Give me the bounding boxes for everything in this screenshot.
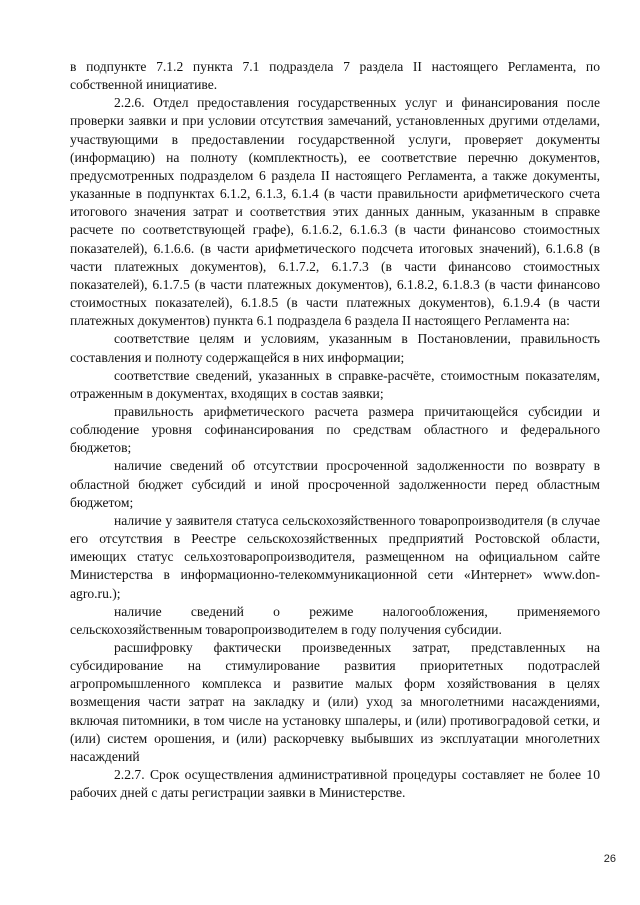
paragraph-conformity-goals: соответствие целям и условиям, указанным в Постановлении, правильность составления и полноту содержащейся в них информации; — [70, 331, 600, 365]
paragraph-2-2-6: 2.2.6. Отдел предоставления государственных услуг и финансирования после проверки заявки и при условии отсутствия замечаний, установленных другими отделами, участвующими в предоставлении государственной услуги, проверяет документы (информацию) на полноту (комплектность), ее соответствие перечню документов, предусмотренных подразделом 6 раздела II настоящего Регламента, а также документы, указанные в подпунктах 6.1.2, 6.1.3, 6.1.4 (в части правильности арифметического счета итогового значения затрат и соответствия этих данных данным, указанным в справке расчете по соответствующей графе), 6.1.6.2, 6.1.6.3 (в части финансово стоимостных показателей), 6.1.6.6. (в части арифметического подсчета итоговых значений), 6.1.6.8 (в части платежных документов), 6.1.7.2, 6.1.7.3 (в части финансово стоимостных показателей), 6.1.7.5 (в части платежных документов), 6.1.8.2, 6.1.8.3 (в части финансово стоимостных показателей), 6.1.8.5 (в части платежных документов), 6.1.9.4 (в части платежных документов) пункта 6.1 подраздела 6 раздела II настоящего Регламента на: — [70, 95, 600, 329]
paragraph-tax-regime: наличие сведений о режиме налогообложения, применяемого сельскохозяйственным товаропроизводителем в году получения субсидии. — [70, 603, 600, 637]
paragraph-1: в подпункте 7.1.2 пункта 7.1 подраздела 7 раздела II настоящего Регламента, по собственной инициативе. — [70, 59, 600, 93]
paragraph-2-2-7: 2.2.7. Срок осуществления административной процедуры составляет не более 10 рабочих дней с даты регистрации заявки в Министерстве. — [70, 767, 600, 801]
paragraph-conformity-data: соответствие сведений, указанных в справке-расчёте, стоимостным показателям, отраженным в документах, входящих в состав заявки; — [70, 367, 600, 401]
paragraph-debt: наличие сведений об отсутствии просроченной задолженности по возврату в областной бюджет субсидий и иной просроченной задолженности перед областным бюджетом; — [70, 458, 600, 510]
page-number: 26 — [603, 853, 616, 865]
paragraph-producer-status: наличие у заявителя статуса сельскохозяйственного товаропроизводителя (в случае его отсутствия в Реестре сельскохозяйственных предприятий Ростовской области, имеющих статус сельхозтоваропроизводителя, размещенном на официальном сайте Министерства в информационно-телекоммуникационной сети «Интернет» www.don-agro.ru.); — [70, 512, 600, 601]
document-body — [70, 58, 600, 802]
paragraph-arithmetic: правильность арифметического расчета размера причитающейся субсидии и соблюдение уровня софинансирования по средствам областного и федерального бюджетов; — [70, 403, 600, 456]
paragraph-costs: расшифровку фактически произведенных затрат, представленных на субсидирование на стимулирование развития приоритетных подотраслей агропромышленного комплекса и развитие малых форм хозяйствования в целях возмещения части затрат на закладку и (или) уход за многолетними насаждениями, включая питомники, в том числе на установку шпалеры, и (или) противоградовой сетки, и (или) систем орошения, и (или) раскорчевку выбывших из эксплуатации многолетних насаждений — [70, 640, 600, 764]
